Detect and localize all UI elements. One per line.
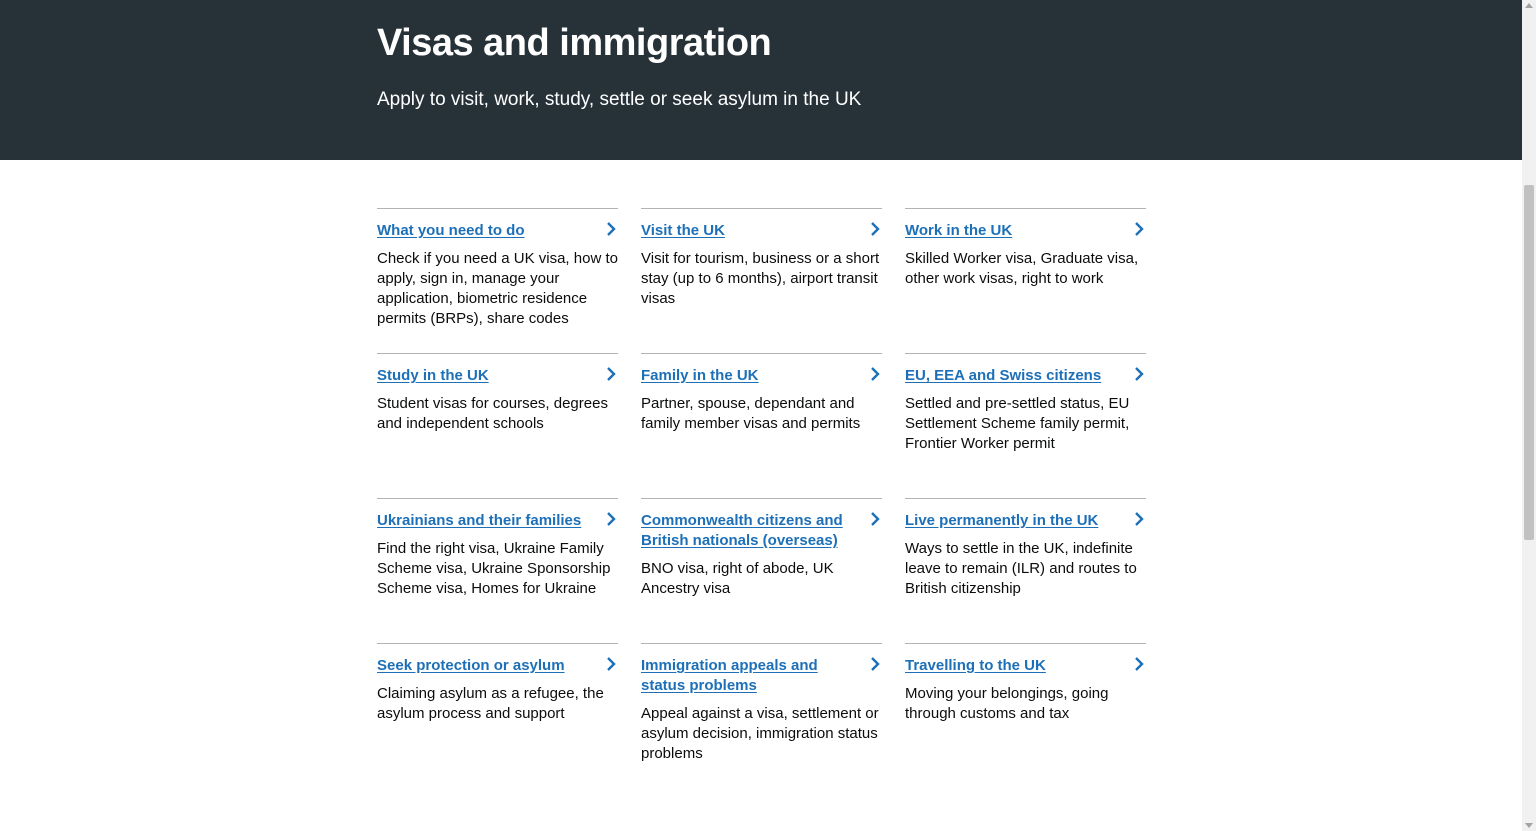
topic-card bbox=[641, 353, 882, 498]
topic-card bbox=[905, 353, 1146, 498]
topic-description: Skilled Worker visa, Graduate visa, other work visas, right to work bbox=[905, 250, 1139, 287]
topic-card bbox=[641, 208, 882, 353]
topic-link[interactable]: Immigration appeals and status problems bbox=[641, 657, 818, 694]
topic-grid bbox=[377, 208, 1146, 788]
topic-description: BNO visa, right of abode, UK Ancestry visa bbox=[641, 560, 834, 597]
page-header bbox=[0, 0, 1522, 160]
topic-link[interactable]: Family in the UK bbox=[641, 367, 759, 384]
topic-link[interactable]: Commonwealth citizens and British nationals (overseas) bbox=[641, 512, 843, 549]
topic-link[interactable]: Travelling to the UK bbox=[905, 657, 1046, 674]
chevron-right-icon[interactable] bbox=[604, 511, 618, 527]
scroll-down-arrow-icon[interactable] bbox=[1525, 823, 1533, 828]
topic-link[interactable]: Ukrainians and their families bbox=[377, 512, 582, 529]
chevron-right-icon[interactable] bbox=[604, 366, 618, 382]
topic-description: Ways to settle in the UK, indefinite leave to remain (ILR) and routes to British citizenship bbox=[905, 540, 1137, 597]
page-title: Visas and immigration bbox=[377, 22, 772, 64]
topic-link[interactable]: Study in the UK bbox=[377, 367, 489, 384]
topic-link[interactable]: Work in the UK bbox=[905, 222, 1013, 239]
topic-description: Check if you need a UK visa, how to apply, sign in, manage your application, biometric residence permits (BRPs), share codes bbox=[377, 250, 618, 327]
topic-card bbox=[641, 643, 882, 788]
topic-link[interactable]: EU, EEA and Swiss citizens bbox=[905, 367, 1102, 384]
topic-link[interactable]: Visit the UK bbox=[641, 222, 725, 239]
chevron-right-icon[interactable] bbox=[1132, 221, 1146, 237]
topic-card bbox=[641, 498, 882, 643]
topic-card bbox=[905, 643, 1146, 788]
topic-card bbox=[377, 643, 618, 788]
topic-description: Appeal against a visa, settlement or asylum decision, immigration status problems bbox=[641, 705, 879, 762]
topic-link[interactable]: Live permanently in the UK bbox=[905, 512, 1099, 529]
topic-description: Find the right visa, Ukraine Family Scheme visa, Ukraine Sponsorship Scheme visa, Homes for Ukraine bbox=[377, 540, 611, 597]
vertical-scrollbar[interactable] bbox=[1522, 0, 1536, 831]
chevron-right-icon[interactable] bbox=[868, 221, 882, 237]
scrollbar-thumb[interactable] bbox=[1524, 185, 1534, 540]
chevron-right-icon[interactable] bbox=[1132, 511, 1146, 527]
scroll-up-arrow-icon[interactable] bbox=[1525, 3, 1533, 8]
topic-description: Partner, spouse, dependant and family member visas and permits bbox=[641, 395, 861, 432]
topic-card bbox=[377, 208, 618, 353]
topic-card bbox=[377, 353, 618, 498]
topic-link[interactable]: What you need to do bbox=[377, 222, 525, 239]
topic-card bbox=[377, 498, 618, 643]
chevron-right-icon[interactable] bbox=[1132, 366, 1146, 382]
chevron-right-icon[interactable] bbox=[604, 221, 618, 237]
topic-description: Visit for tourism, business or a short stay (up to 6 months), airport transit visas bbox=[641, 250, 880, 307]
topic-card bbox=[905, 208, 1146, 353]
topic-link[interactable]: Seek protection or asylum bbox=[377, 657, 565, 674]
topic-description: Settled and pre-settled status, EU Settlement Scheme family permit, Frontier Worker permit bbox=[905, 395, 1130, 452]
topic-description: Student visas for courses, degrees and independent schools bbox=[377, 395, 608, 432]
chevron-right-icon[interactable] bbox=[868, 511, 882, 527]
topic-description: Moving your belongings, going through customs and tax bbox=[905, 685, 1109, 722]
chevron-right-icon[interactable] bbox=[868, 366, 882, 382]
topic-description: Claiming asylum as a refugee, the asylum process and support bbox=[377, 685, 604, 722]
chevron-right-icon[interactable] bbox=[604, 656, 618, 672]
topic-card bbox=[905, 498, 1146, 643]
page-description: Apply to visit, work, study, settle or seek asylum in the UK bbox=[377, 89, 862, 110]
chevron-right-icon[interactable] bbox=[1132, 656, 1146, 672]
chevron-right-icon[interactable] bbox=[868, 656, 882, 672]
